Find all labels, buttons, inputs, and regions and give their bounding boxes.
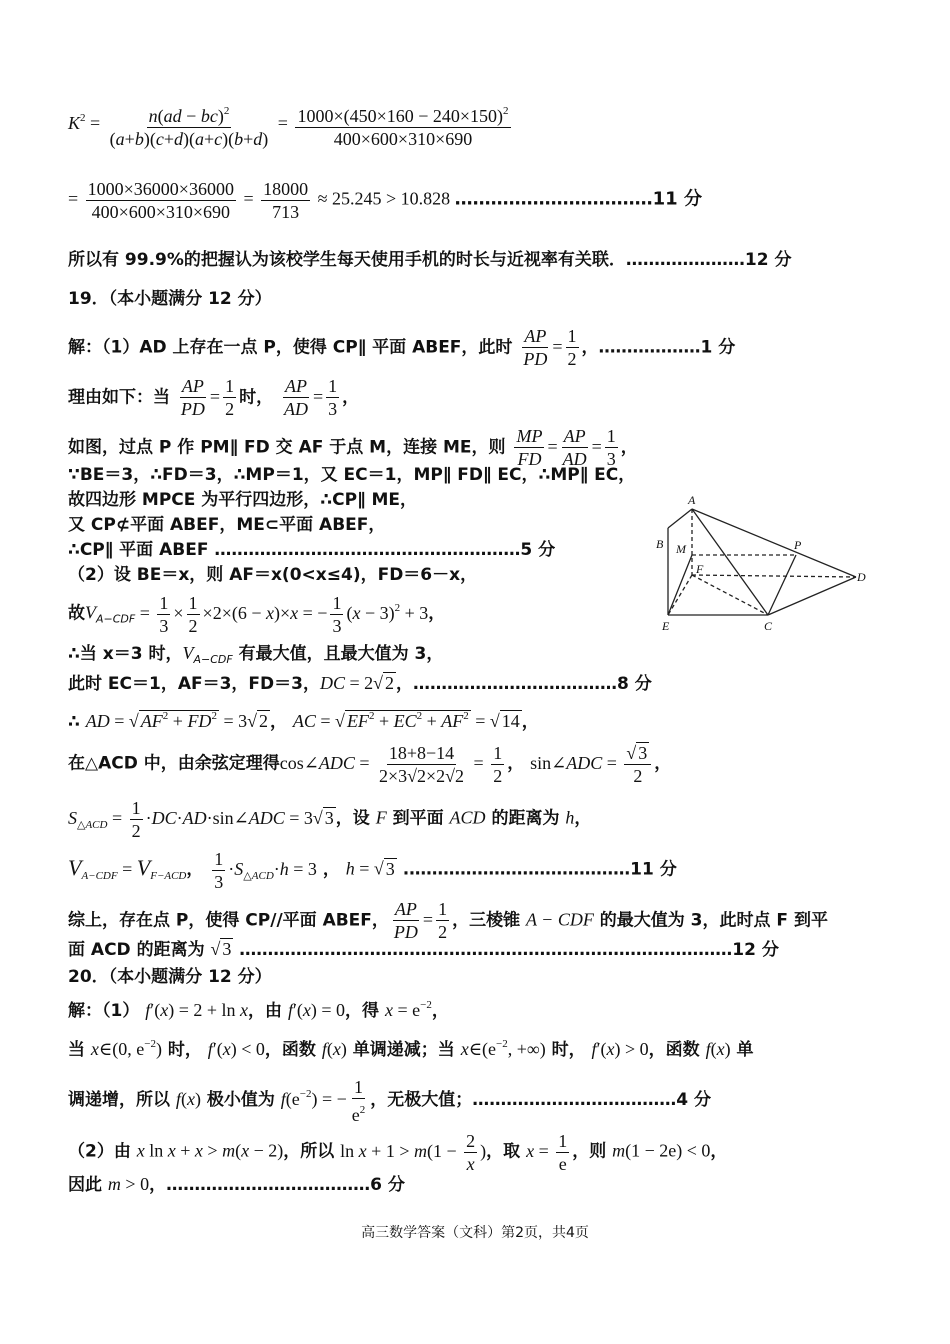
q19-max: ∴当 x＝3 时，$V_{A-CDF}$ 有最大值，且最大值为 3，: [68, 643, 444, 666]
fig-label-f: F: [696, 562, 704, 576]
q19-summary: 综上，存在点 P，使得 CP//平面 ABEF， $\frac{AP}{PD}$ = $\frac{1}{2}$ ，三棱锥 A − CDF 的最大值为 3，此时点 F 到平: [68, 899, 828, 942]
edge-fd: [692, 575, 856, 577]
q19-cosine: 在△ACD 中，由余弦定理得cos∠ADC = $\frac{18+8-14}{2\times 3√2\times 2√2}$ = $\frac{1}{2}$ ， sin∠ADC = $\frac{√ 3}{2}$ ，: [68, 743, 672, 786]
edge-cd: [768, 577, 856, 615]
q20-monotone: 当 x∈(0, $e^{-2}$) 时， f′(x) < 0，函数 f(x) 单调递减；当 $x\in(e^{-2}$, +∞) 时， f′(x) > 0，函数 f(x) 单: [68, 1038, 754, 1060]
k2-formula: $K^2$ = $\frac{n(ad - bc)^2}{(a+b)(c+d)(a+c)(b+d)}$ = $\frac{1000\times(450\times 160 - 240\times 150)^2}{400\times 600\times 310\times 690}$: [68, 100, 514, 150]
q19-distance: $V_{A-CDF} = V_{F-ACD}$， $\frac{1}{3}$ $\cdot S_{\triangle ACD}\cdot h = 3$ ， h = √ 3 .…………………………………11 分: [68, 849, 677, 892]
q20-extremum: 调递增，所以 f(x) 极小值为 $f(e^{-2})$ = − $\frac{1}{e^2}$ ，无极大值；………………………………4 分: [68, 1077, 712, 1125]
fig-label-b: B: [656, 537, 664, 551]
q19-reason: 理由如下：当 $\frac{AP}{PD}$ = $\frac{1}{2}$ 时， $\frac{AP}{AD}$ = $\frac{1}{3}$ ，: [68, 376, 360, 419]
q19-line11: ∴CP∥ 平面 ABEF ………………………………………………5 分: [68, 540, 556, 560]
page-footer: 高三数学答案（文科）第2页，共4页: [361, 1225, 589, 1241]
q20-part2: （2）由 x ln x + x > m(x − 2)，所以 ln x + 1 > m(1 − $\frac{2}{x}$ )，取 x = $\frac{1}{e}$ ，则 m(1 − 2e) < 0，: [68, 1131, 728, 1174]
edge-pc: [768, 555, 796, 615]
fig-label-c: C: [764, 619, 773, 633]
q19-ad-ac: ∴ AD = √ $AF^2 + FD^2 = 3√$ 2 ， AC = √ $EF^2 + EC^2 + AF^2$ = √ 14 ，: [68, 710, 539, 732]
q19-construct: 如图，过点 P 作 PM∥ FD 交 AF 于点 M，连接 ME，则 $\frac{MP}{FD}$ = $\frac{AP}{AD}$ = $\frac{1}{3}$ ，: [68, 426, 638, 469]
q19-title: 19．（本小题满分 12 分）: [68, 289, 272, 309]
q19-dc: 此时 EC＝1，AF＝3，FD＝3，DC = 2√ 2 ，………………………………8 分: [68, 673, 652, 694]
edge-fc: [692, 575, 768, 615]
k2-result: = $\frac{1000\times 36000\times 36000}{400\times 600\times 310\times 690}$ = $\frac{18000}{713}$ ≈ 25.245 > 10.828 ……………………………11 分: [68, 179, 702, 222]
q19-line9: 故四边形 MPCE 为平行四边形，∴CP∥ ME，: [68, 490, 418, 510]
q19-volume: 故$V_{A-CDF}$ = $\frac{1}{3}$ × $\frac{1}{2}$ ×2×(6 − x)×x = − $\frac{1}{3}$ $(x - 3)^2 + 3$，: [68, 593, 446, 636]
q19-line8: ∵BE＝3，∴FD＝3，∴MP＝1，又 EC＝1，MP∥ FD∥ EC，∴MP∥ EC，: [68, 465, 636, 485]
q19-summary-2: 面 ACD 的距离为 √ 3 ……………………………………………………………………………12 分: [68, 939, 779, 960]
fig-label-e: E: [662, 619, 670, 633]
fig-label-p: P: [794, 538, 802, 552]
q20-title: 20．（本小题满分 12 分）: [68, 967, 272, 987]
edge-ab: [668, 509, 692, 528]
q19-part1: 解：（1）AD 上存在一点 P，使得 CP∥ 平面 ABEF，此时 $\frac{AP}{PD}$ = $\frac{1}{2}$ ，………………1 分: [68, 326, 736, 369]
q19-part2: （2）设 BE＝x，则 AF＝x(0<x≤4)，FD＝6－x，: [68, 565, 478, 585]
geometry-figure: [650, 493, 875, 638]
fig-label-a: A: [688, 493, 696, 507]
fig-label-m: M: [676, 542, 686, 556]
q19-line10: 又 CP⊄平面 ABEF，ME⊂平面 ABEF，: [68, 515, 386, 535]
q19-area: $S_{\triangle ACD}$ = $\frac{1}{2}$ ·DC·AD·sin∠ADC = 3√ 3 ，设 F 到平面 ACD 的距离为 h，: [68, 798, 592, 841]
conclusion-18: 所以有 99.9%的把握认为该校学生每天使用手机的时长与近视率有关联．…………………12 分: [68, 250, 792, 270]
edge-fe: [668, 575, 692, 615]
edge-me: [668, 555, 692, 615]
q20-conclusion: 因此 m > 0，………………………………6 分: [68, 1174, 405, 1195]
q20-part1: 解：（1） f′(x) = 2 + ln x，由 f′(x) = 0，得 $x = e^{-2}$，: [68, 999, 449, 1021]
fig-label-d: D: [857, 570, 866, 584]
